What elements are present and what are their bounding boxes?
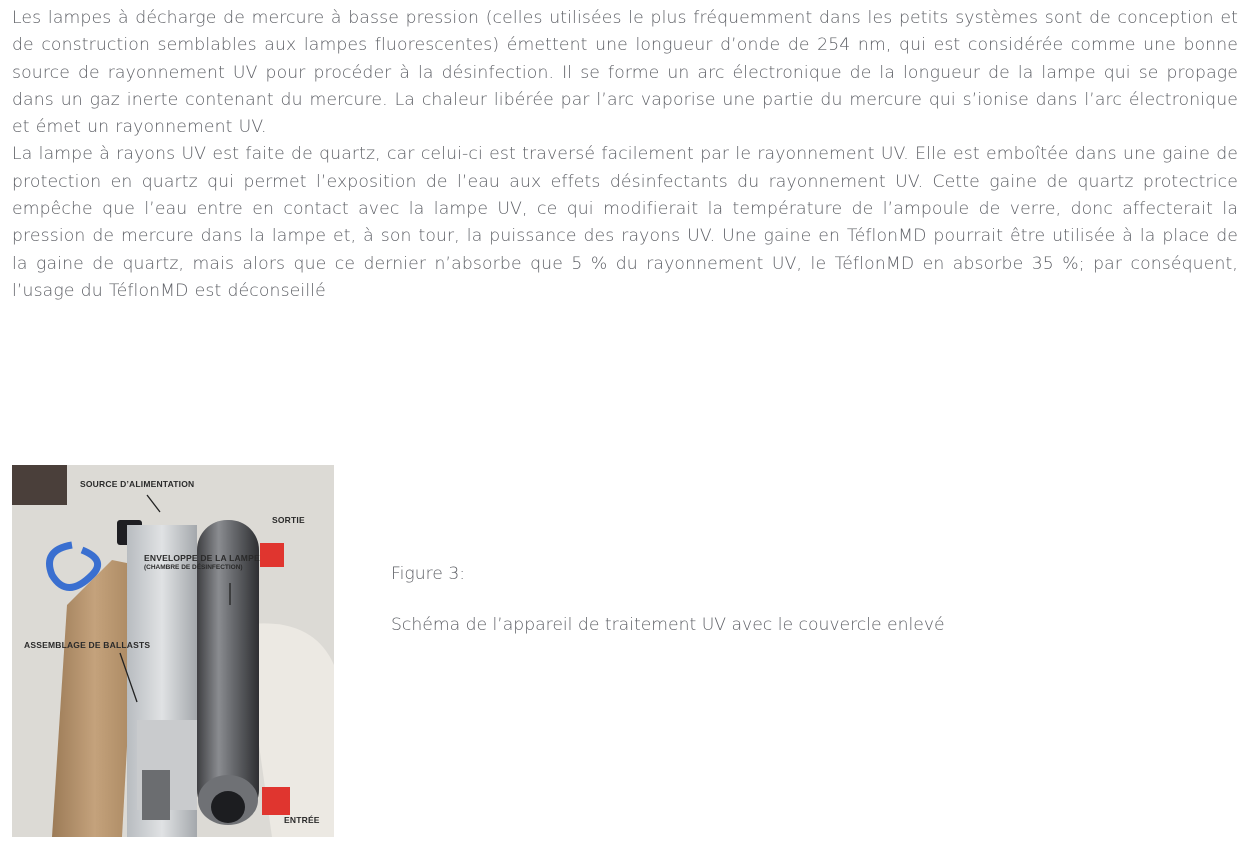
label-inlet: ENTRÉE — [284, 815, 320, 825]
paragraph-mercury-lamps: Les lampes à décharge de mercure à basse pression (celles utilisées le plus fréquemment dans les petits systèmes sont de conception et de construction semblables aux lampes fluorescentes) émettent une longueur d’onde de 254 nm, qui est considérée comme une bonne source de rayonnement UV pour procéder à la désinfection. Il se forme un arc électronique de la longueur de la lampe qui se propage dans un gaz inerte contenant du mercure. La chaleur libérée par l’arc vaporise une partie du mercure qui s’ionise dans l’arc électronique et émet un rayonnement UV. — [12, 8, 1238, 138]
label-power-source: SOURCE D’ALIMENTATION — [80, 479, 195, 489]
uv-device-photo — [12, 465, 334, 837]
paragraph-quartz-sleeve: La lampe à rayons UV est faite de quartz, car celui-ci est traversé facilement par le rayonnement UV. Elle est emboîtée dans une gaine de protection en quartz qui permet l’exposition de l’eau aux effets désinfectants du rayonnement UV. Cette gaine de quartz protectrice empêche que l’eau entre en contact avec la lampe UV, ce qui modifierait la température de l’ampoule de verre, donc affecterait la pression de mercure dans la lampe et, à son tour, la puissance des rayons UV. Une gaine en TéflonMD pourrait être utilisée à la place de la gaine de quartz, mais alors que ce dernier n’absorbe que 5 % du rayonnement UV, le TéflonMD en absorbe 35 %; par conséquent, l’usage du TéflonMD est déconseillé — [12, 144, 1238, 301]
figure-caption — [391, 561, 951, 639]
label-lamp-housing: ENVELOPPE DE LA LAMPE — [144, 553, 260, 563]
figure-description: Schéma de l’appareil de traitement UV avec le couvercle enlevé — [391, 615, 945, 635]
label-outlet: SORTIE — [272, 515, 305, 525]
label-lamp-housing-sub: (CHAMBRE DE DÉSINFECTION) — [144, 564, 243, 571]
document-body — [12, 5, 1238, 305]
figure-title: Figure 3: — [391, 564, 466, 584]
label-ballast-assembly: ASSEMBLAGE DE BALLASTS — [24, 640, 151, 650]
